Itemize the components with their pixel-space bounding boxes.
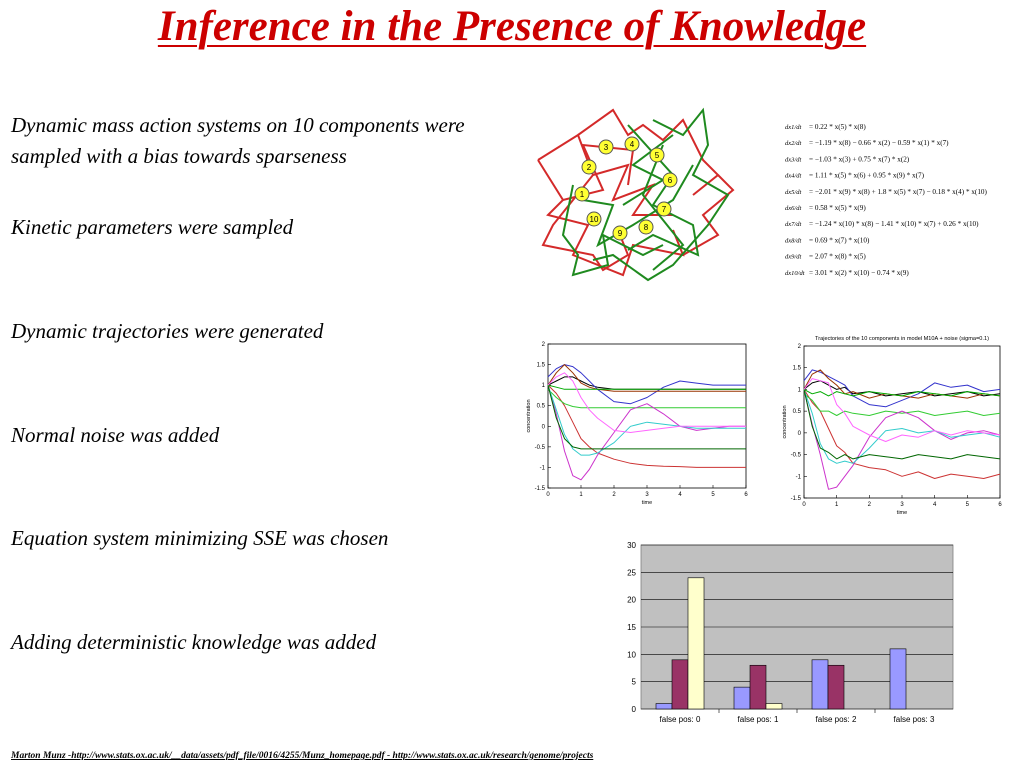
equation-lhs: dx1/dt [785, 124, 802, 131]
x-axis-label: time [641, 500, 653, 506]
y-tick-label: 0 [541, 424, 545, 431]
equation-lhs: dx9/dt [785, 253, 802, 261]
network-node-label: 6 [667, 176, 673, 185]
x-tick-label: 4 [932, 502, 937, 508]
bar [828, 665, 844, 709]
plot-area [548, 344, 746, 488]
footer-citation: Marton Munz -http://www.stats.ox.ac.uk/__data/assets/pdf_file/0016/4255/Munz_homepage.pdf - http://www.stats.ox.ac.uk/research/genome/projects [11, 751, 594, 761]
equation-list [783, 118, 1023, 284]
x-tick-label: 1 [834, 502, 839, 508]
y-tick-label: 1 [541, 383, 545, 390]
y-axis-label: concentration [526, 399, 532, 433]
equation-rhs: = 0.69 * x(7) * x(10) [809, 236, 870, 245]
x-tick-label: 0 [546, 492, 550, 498]
y-tick-label: 30 [627, 541, 636, 550]
bullet-1: Dynamic mass action systems on 10 components were sampled with a bias towards sparseness [11, 113, 465, 168]
bullet-4: Normal noise was added [11, 423, 220, 447]
equation-lhs: dx6/dt [785, 205, 802, 212]
equation-lhs: dx8/dt [785, 237, 802, 245]
bullet-2: Kinetic parameters were sampled [11, 215, 294, 239]
bullet-3: Dynamic trajectories were generated [11, 319, 324, 343]
x-tick-label: 3 [900, 502, 904, 508]
network-node-label: 1 [579, 190, 585, 199]
equation-rhs: = 3.01 * x(2) * x(10) − 0.74 * x(9) [809, 268, 909, 277]
bullet-6: Adding deterministic knowledge was added [11, 630, 377, 654]
y-tick-label: 0.5 [792, 409, 801, 416]
y-tick-label: 15 [627, 623, 636, 632]
x-tick-label: 2 [612, 492, 616, 498]
network-diagram [533, 105, 738, 285]
equation-rhs: = −2.01 * x(9) * x(8) + 1.8 * x(5) * x(7) − 0.18 * x(4) * x(10) [809, 187, 987, 196]
equation-rhs: = −1.19 * x(8) − 0.66 * x(2) − 0.59 * x(1) * x(7) [809, 139, 949, 148]
y-tick-label: 2 [797, 344, 801, 350]
plot-area [804, 346, 1000, 498]
x-tick-label: 5 [965, 502, 970, 508]
y-tick-label: 2 [541, 342, 545, 348]
y-tick-label: 0 [797, 430, 801, 437]
network-node-label: 10 [589, 215, 599, 224]
y-tick-label: 0 [631, 705, 636, 714]
bar [750, 665, 766, 709]
network-node-label: 2 [586, 163, 592, 172]
slide-title: Inference in the Presence of Knowledge [157, 3, 867, 50]
x-category-label: false pos: 2 [815, 715, 857, 724]
x-tick-label: 0 [802, 502, 806, 508]
x-tick-label: 1 [579, 492, 583, 498]
y-tick-label: -0.5 [534, 444, 545, 451]
bar [688, 578, 704, 709]
network-node-label: 7 [661, 205, 667, 214]
y-tick-label: 0.5 [536, 403, 545, 410]
x-tick-label: 4 [678, 492, 682, 498]
x-tick-label: 5 [711, 492, 715, 498]
trajectory-chart [520, 338, 760, 508]
y-tick-label: -1 [795, 474, 801, 481]
bar [766, 704, 782, 709]
network-node-label: 9 [617, 229, 623, 238]
x-category-label: false pos: 0 [659, 715, 701, 724]
y-tick-label: -1 [539, 465, 545, 472]
x-category-label: false pos: 3 [893, 715, 935, 724]
x-tick-label: 3 [645, 492, 649, 498]
x-tick-label: 6 [998, 502, 1002, 508]
x-tick-label: 2 [867, 502, 872, 508]
bar [890, 649, 906, 709]
network-edge-red [563, 145, 633, 200]
y-tick-label: 1.5 [536, 362, 545, 369]
x-category-label: false pos: 1 [737, 715, 779, 724]
y-axis-label: concentration [782, 405, 788, 439]
equation-rhs: = 1.11 * x(5) * x(6) + 0.95 * x(9) * x(7) [809, 171, 925, 180]
network-node-label: 8 [643, 223, 649, 232]
equation-lhs: dx5/dt [785, 188, 802, 196]
y-tick-label: 25 [627, 568, 636, 578]
bar [734, 687, 750, 709]
y-tick-label: 20 [627, 595, 636, 605]
equation-rhs: = −1.03 * x(3) + 0.75 * x(7) * x(2) [809, 155, 910, 164]
bar [672, 660, 688, 709]
equation-rhs: = 0.22 * x(5) * x(8) [809, 123, 866, 131]
network-node-label: 3 [603, 143, 609, 152]
equation-rhs: = 0.58 * x(5) * x(9) [809, 204, 866, 212]
equation-lhs: dx10/dt [785, 269, 805, 277]
equation-lhs: dx2/dt [785, 140, 802, 148]
equation-rhs: = −1.24 * x(10) * x(8) − 1.41 * x(10) * x(7) + 0.26 * x(10) [809, 220, 979, 229]
x-axis-label: time [896, 510, 908, 516]
noisy-trajectory-chart [776, 332, 1006, 517]
y-tick-label: -1.5 [534, 486, 545, 492]
bullet-5: Equation system minimizing SSE was chosen [11, 526, 389, 550]
equation-lhs: dx3/dt [785, 156, 802, 164]
equation-lhs: dx4/dt [785, 172, 802, 180]
equation-rhs: = 2.07 * x(8) * x(5) [809, 252, 866, 261]
network-node-label: 4 [629, 140, 635, 149]
y-tick-label: 1 [797, 387, 801, 394]
y-tick-label: -1.5 [790, 496, 801, 502]
x-tick-label: 6 [744, 492, 748, 498]
network-node-label: 5 [654, 151, 660, 160]
false-positive-bar-chart [612, 535, 962, 735]
equation-lhs: dx7/dt [785, 221, 802, 229]
chart-title: Trajectories of the 10 components in model M10A + noise (sigma=0.1) [815, 336, 989, 342]
bar [812, 660, 828, 709]
y-tick-label: 5 [631, 677, 636, 687]
network-edge-red [683, 175, 733, 255]
network-edge-red [538, 135, 628, 270]
y-tick-label: 1.5 [792, 365, 801, 372]
bar [656, 704, 672, 709]
y-tick-label: -0.5 [790, 452, 801, 459]
y-tick-label: 10 [627, 650, 636, 660]
